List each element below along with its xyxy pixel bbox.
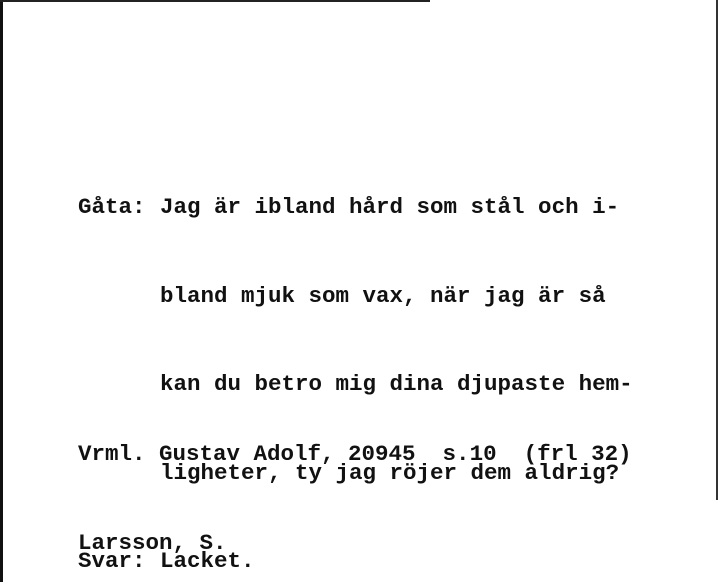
source-collector: Larsson, S.	[78, 529, 227, 556]
question-line: Jag är ibland hård som stål och i-	[160, 194, 620, 220]
scan-edge-top	[0, 0, 430, 2]
scan-edge-left	[0, 0, 3, 582]
question-line: kan du betro mig dina djupaste hem-	[160, 371, 633, 397]
question-label: Gåta:	[78, 194, 146, 220]
answer-label: Svar:	[78, 548, 146, 574]
scan-edge-right	[716, 0, 718, 500]
question-line: bland mjuk som vax, när jag är så	[160, 282, 606, 309]
question-row-1	[78, 193, 633, 223]
question-row-2	[78, 282, 633, 312]
question-line: ligheter, ty jag röjer dem aldrig?	[160, 459, 620, 486]
source-reference: Vrml. Gustav Adolf, 20945 s.10 (frl 32)	[78, 441, 632, 467]
answer-text: Lacket.	[160, 548, 255, 574]
source-block	[78, 381, 632, 582]
